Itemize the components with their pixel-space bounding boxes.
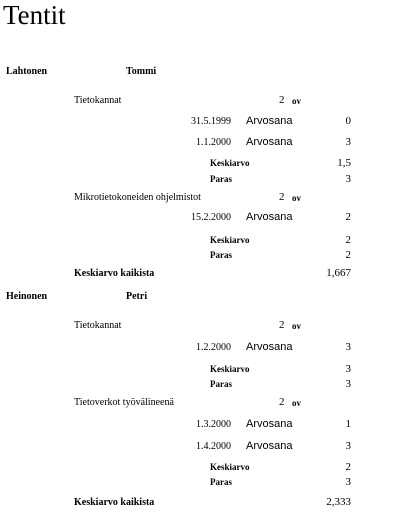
- course-credits-unit: ov: [292, 321, 301, 331]
- course-best: 3: [345, 173, 351, 185]
- student-lastname: Heinonen: [6, 291, 48, 302]
- exam-grade-label: Arvosana: [246, 440, 293, 452]
- course-best: 3: [345, 476, 351, 488]
- exam-grade-label: Arvosana: [246, 115, 293, 127]
- student-firstname: Petri: [126, 291, 148, 302]
- exam-date: 15.2.2000: [191, 212, 231, 223]
- student-lastname: Lahtonen: [6, 66, 48, 77]
- student-total: 1,667: [326, 267, 351, 279]
- course-average: 2: [345, 461, 351, 473]
- course-average: 3: [345, 363, 351, 375]
- report-title: Tentit: [3, 0, 66, 30]
- student-total-label: Keskiarvo kaikista: [74, 268, 155, 279]
- course-name: Tietokannat: [74, 95, 122, 106]
- student-firstname: Tommi: [126, 66, 157, 77]
- exam-grade-label: Arvosana: [246, 136, 293, 148]
- course-best: 2: [345, 249, 351, 261]
- course-name: Tietoverkot työvälineenä: [74, 397, 174, 408]
- exam-grade: 0: [345, 115, 351, 127]
- course-credits-unit: ov: [292, 96, 301, 106]
- course-name: Tietokannat: [74, 320, 122, 331]
- course-best-label: Paras: [210, 250, 232, 260]
- exam-grade-label: Arvosana: [246, 418, 293, 430]
- course-best-label: Paras: [210, 379, 232, 389]
- exam-grade: 3: [345, 136, 351, 148]
- course-credits-unit: ov: [292, 398, 301, 408]
- course-average-label: Keskiarvo: [210, 364, 250, 374]
- exam-grade: 3: [345, 341, 351, 353]
- exam-date: 1.2.2000: [196, 342, 231, 353]
- course-best-label: Paras: [210, 477, 232, 487]
- course-best-label: Paras: [210, 174, 232, 184]
- student-total-label: Keskiarvo kaikista: [74, 497, 155, 508]
- exam-date: 31.5.1999: [191, 116, 231, 127]
- student-total: 2,333: [326, 496, 351, 508]
- exam-date: 1.1.2000: [196, 137, 231, 148]
- course-best: 3: [345, 378, 351, 390]
- exam-grade: 1: [345, 418, 351, 430]
- course-credits: 2: [279, 94, 285, 106]
- course-name: Mikrotietokoneiden ohjelmistot: [74, 192, 201, 203]
- course-credits: 2: [279, 319, 285, 331]
- exam-grade: 3: [345, 440, 351, 452]
- course-average-label: Keskiarvo: [210, 462, 250, 472]
- course-average: 2: [345, 234, 351, 246]
- course-credits-unit: ov: [292, 193, 301, 203]
- course-average-label: Keskiarvo: [210, 235, 250, 245]
- exam-date: 1.3.2000: [196, 419, 231, 430]
- course-average-label: Keskiarvo: [210, 158, 250, 168]
- exam-grade: 2: [345, 211, 351, 223]
- exam-grade-label: Arvosana: [246, 341, 293, 353]
- course-average: 1,5: [337, 157, 351, 169]
- course-credits: 2: [279, 396, 285, 408]
- exam-grade-label: Arvosana: [246, 211, 293, 223]
- exam-date: 1.4.2000: [196, 441, 231, 452]
- course-credits: 2: [279, 191, 285, 203]
